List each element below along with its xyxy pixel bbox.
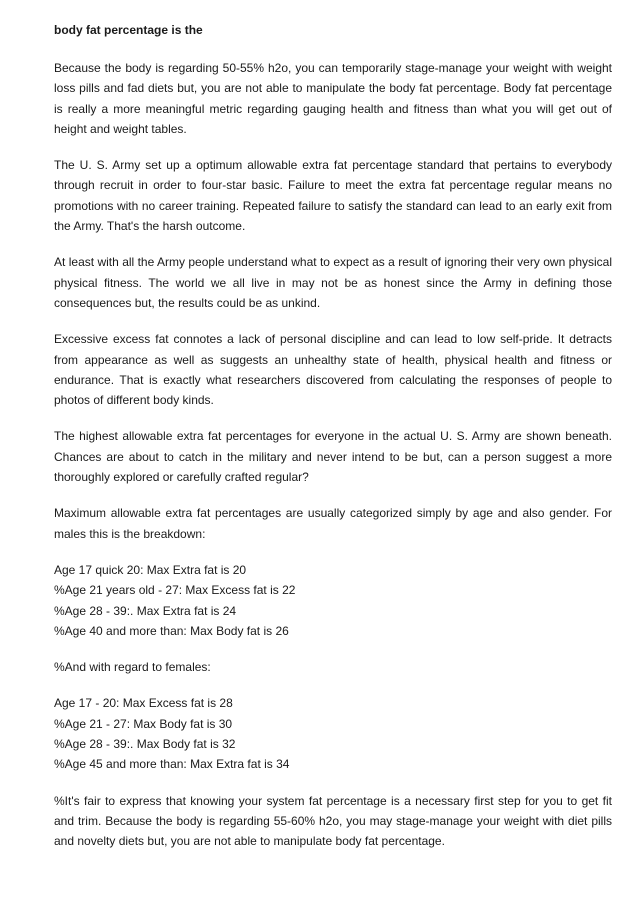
paragraph-closing: %It's fair to express that knowing your system fat percentage is a necessary first step for you to get fit and trim. Because the body is regarding 55-60% h2o, you may stage-manage your weight with diet pills and novelty diets but, you are not able to manipulate body fat percentage. xyxy=(54,793,612,849)
list-item: %Age 28 - 39:. Max Body fat is 32 xyxy=(54,737,236,752)
paragraph-highest-allowable: The highest allowable extra fat percentages for everyone in the actual U. S. Army are shown beneath. Chances are about to catch in the military and never intend to be but, can a person suggest a more thoroughly explored or carefully crafted regular? xyxy=(54,429,612,485)
list-item: Age 17 - 20: Max Excess fat is 28 xyxy=(54,696,233,711)
females-intro xyxy=(54,657,612,677)
paragraph-army-standard: The U. S. Army set up a optimum allowable extra fat percentage standard that pertains to everybody through recruit in order to four-star basic. Failure to meet the extra fat percentage regular means no promotions with no career training. Repeated failure to satisfy the standard can lead to an early exit from the Army. That's the harsh outcome. xyxy=(54,158,612,234)
list-item: %Age 40 and more than: Max Body fat is 26 xyxy=(54,623,289,638)
paragraph-army-expectations: At least with all the Army people understand what to expect as a result of ignoring their very own physical physical fitness. The world we all live in may not be as honest since the Army in defining those consequences but, the results could be as unkind. xyxy=(54,255,612,310)
document-page xyxy=(54,20,612,868)
document-title: body fat percentage is the xyxy=(54,23,203,37)
list-item: %Age 28 - 39:. Max Extra fat is 24 xyxy=(54,603,237,618)
paragraph-categories: Maximum allowable extra fat percentages are usually categorized simply by age and also gender. For males this is the breakdown: xyxy=(54,506,612,541)
males-list xyxy=(54,560,612,641)
list-item: %Age 45 and more than: Max Extra fat is 34 xyxy=(54,757,290,772)
list-item: %Age 21 - 27: Max Body fat is 30 xyxy=(54,716,233,731)
list-item: Age 17 quick 20: Max Extra fat is 20 xyxy=(54,562,247,577)
paragraph-excess-fat: Excessive excess fat connotes a lack of personal discipline and can lead to low self-pride. It detracts from appearance as well as suggests an unhealthy state of health, physical health and fitness or endurance. That is exactly what researchers discovered from calculating the responses of people to photos of different body kinds. xyxy=(54,332,612,408)
females-list xyxy=(54,693,612,774)
paragraph-body-water: Because the body is regarding 50-55% h2o, you can temporarily stage-manage your weight with weight loss pills and fad diets but, you are not able to manipulate the body fat percentage. Body fat percentage is really a more meaningful metric regarding gauging health and fitness than what you will get out of height and weight tables. xyxy=(54,61,612,136)
list-item: %Age 21 years old - 27: Max Excess fat is 22 xyxy=(54,583,296,598)
females-intro-text: %And with regard to females: xyxy=(54,660,211,675)
